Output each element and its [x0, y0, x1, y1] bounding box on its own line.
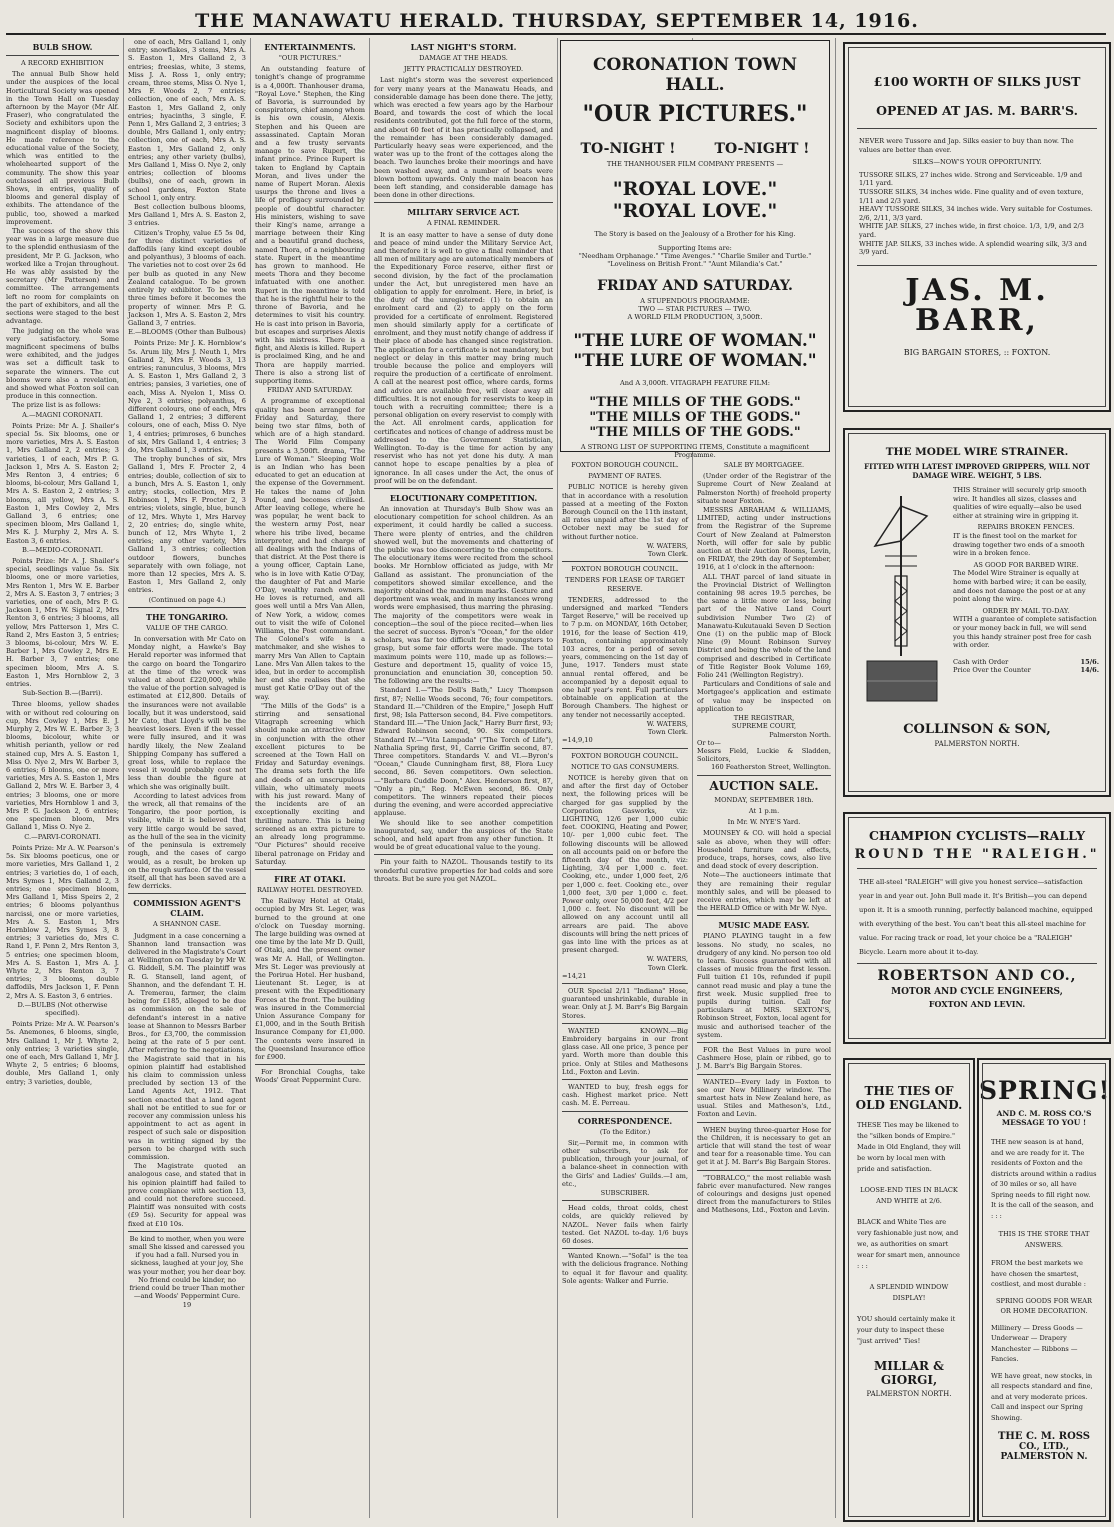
column-divider — [557, 38, 558, 1518]
article-paragraph: According to latest advices from the wreck, all that remains of the Tongariro, the poor portion, is visible, while it is believed that very little cargo would be saved, as the hull of the sea in the vicinity of the peninsula is extremely rough, and the cases of cargo would, as a result, be broken up on the rough surface. Of the vessel itself, all that has been saved are a few derricks. — [128, 791, 246, 891]
cinema-line: TWO — STAR PICTURES — TWO. — [638, 305, 752, 313]
cinema-line: A STRONG LIST OF SUPPORTING ITEMS, Constitute a magnificent Programme. — [580, 443, 810, 459]
notice-paragraph: TENDERS, addressed to the undersigned and marked "Tenders Target Reserve," will be received up to 7 p.m. on MONDAY, 16th October, 1916, for the lease of Section 419, Foxton, containing approximately 103 acres, for a period of seven years, commencing on the 1st day of June, 1917. Tenders must state annual rental offered, and be accompanied by a deposit equal to one half year's rent. Full particulars obtainable on application at the Borough Chambers. The highest or any tender not necessarily accepted. — [562, 595, 688, 719]
notice-heading: FOXTON BOROUGH COUNCIL. — [571, 565, 679, 574]
raleigh-title: ROUND THE "RALEIGH." — [854, 847, 1100, 862]
column-4 — [374, 38, 553, 1518]
film-title: "THE MILLS OF THE GODS." — [589, 395, 801, 410]
strainer-line: WITH a guarantee of complete satisfaction or your money back in full, we will send you this handy strainer post free for cash with order. — [953, 615, 1097, 650]
article-paragraph: Last night's storm was the severest experienced for very many years at the Manawatu Heads, and considerable damage has been done there. The jetty, which was erected a few years ago by the Harbour Board, and towards the cost of which the local residents contributed, got the full force of the storm, and about 60 feet of it has practically collapsed, and the remainder has been considerably damaged. Particularly heavy seas were experienced, and the water was up to the front of the cottages along the beach. Two launches broke their moorings and have been washed away, and a number of boats were blown bottom upwards. Only the main beacon has been left standing, and considerable damage has been done in other directions. — [374, 76, 553, 200]
section-heading: D.—BULBS (Not otherwise specified). — [17, 1000, 108, 1017]
strainer-line: IT is the finest tool on the market for drawing together two ends of a smooth wire in a broken fence. — [953, 531, 1085, 558]
silks-line: HEAVY TUSSORE SILKS, 34 inches wide. Very suitable for Costumes. 2/6, 2/11, 3/3 yard. — [859, 205, 1093, 222]
column-divider — [835, 38, 836, 1518]
reference-code: =14,21 — [562, 971, 587, 980]
article-paragraph: "The Mills of the Gods" is a stirring and sensational Vitagraph screening which should make an attractive draw in conjunction with the other excellent pictures to be screened at the Town Hall on Friday and Saturday evenings. The drama sets forth the life and deeds of an unscrupulous villain, who ultimately meets with his just reward. Many of the incidents are of an exceptionally exciting and thrilling nature. This is being screened as an extra picture to an already long programme. "Our Pictures" should receive liberal patronage on Friday and Saturday. — [255, 701, 365, 866]
small-ad: WHEN buying three-quarter Hose for the Children, it is necessary to get an article that will stand the test of wear and tear for a reasonable time. You can get it at J. M. Barr's Big Bargain Stores. — [697, 1125, 831, 1167]
film-title: "ROYAL LOVE." — [612, 178, 778, 200]
small-ad: OUR Special 2/11 "Indiana" Hose, guaranteed unshrinkable, durable in wear. Only at J. M. Barr's Big Bargain Stores. — [562, 986, 688, 1020]
reference-code: =14,9,10 — [562, 736, 593, 745]
headline-tongariro: THE TONGARIRO. — [146, 611, 228, 622]
article-paragraph: The judging on the whole was very satisfactory. Some magnificent specimens of bulbs were exhibited, and the judges was set a difficult task to separate the winners. The cut blooms were also a revelation, and showed what Foxton soil can produce in this connection. — [6, 326, 119, 401]
article-paragraph: Points Prize: Mr A. J. Shailer's special, seedlings value 5s. Six blooms, one or more varieties, Mrs Renton 1, Mrs W. E. Barber 2, Mrs A. S. Easton 3, 7 entries; 3 varieties, one of each, Mrs P. G. Jackson 1, Mrs W. Signal 2, Mrs Renton 3, 6 entries; 3 blooms, all yellow, Mrs Patterson 1, Mrs C. Rand 2, Mrs Easton 3, 5 entries; 3 blooms, bi-colour, Mrs W. E. Barber 1, Mrs Cowley 2, Mrs E. H. Barber 3, 7 entries; one specimen bloom, Mrs A. S. Easton 1, Mrs Hornblow 2, 3 entries. — [6, 556, 119, 689]
spring-ad — [977, 1058, 1111, 1522]
article-paragraph: The annual Bulb Show held under the auspices of the local Horticultural Society was opened in the Town Hall on Tuesday afternoon by the Mayor (Mr Alf. Fraser), who congratulated the Society and exhibitors upon the magnificent display of blooms. He made reference to the educational value of the Society, which was entitled to the wholehearted support of the community. The show this year outclassed all previous Bulb Shows, in entries, quality of blooms and general display of exhibits. The attendance of the public, too, showed a marked improvement. — [6, 70, 119, 226]
strainer-subtitle: FITTED WITH LATEST IMPROVED GRIPPERS, WILL NOT DAMAGE WIRE. WEIGHT, 5 LBS. — [864, 462, 1090, 480]
subhead: In Mr. W. NYE'S Yard. — [727, 818, 801, 827]
subhead: (To the Editor.) — [599, 1127, 651, 1136]
column-divider — [369, 38, 370, 1518]
article-paragraph: Points Prize: Mr A. W. Pearson's 5s. Anemones, 6 blooms, single, Mrs Galland 1, Mr J. Whyte 2, only entries; 3 varieties single, one of each, Mrs Galland 1, Mr J. Whyte 2, 5 entries; 6 blooms, double, Mrs Galland 1, only entry; 3 varieties, double, — [6, 1020, 119, 1086]
spring-line: THE new season is at hand, and we are ready for it. The residents of Foxton and the districts around within a radius of 30 miles or so, all have Spring needs to fill right now. It is the call of the season, and : : : — [991, 1138, 1097, 1220]
ties-line: BLACK and White Ties are very fashionable just now, and we, as authorities on smart wear for smart men, announce : : : — [857, 1218, 960, 1270]
notice-heading: SALE BY MORTGAGEE. — [723, 461, 805, 469]
article-paragraph: A programme of exceptional quality has been arranged for Friday and Saturday, there being two star films, both of which are of a high standard. The World Film Company presents a 3,500ft. drama, "The Lure of Woman." Sleeping Wolf is an Indian who has been educated to get an education at the expense of the Government. He takes the name of John Pound, and becomes civilised. After leaving college, where he was popular, he went back to the western army Post, near where his tribe lived, became interpreter, and had charge of all dealings with the Indians of that district. At the Post there is a young officer, Captain Lane, who is in love with Katie O'Day, the daughter of Pat and Marie O'Day, wealthy ranch owners. He loves is returned, and all goes well until a Mrs Van Allen, of New York, a widow, comes out to visit the wife of Colonel Williams, the Post commandant. The Colonel's wife is a matchmaker, and she wishes to marry Mrs Van Allen to Captain Lane. Mrs Van Allen takes to the idea, but in order to accomplish her end she realises that she must get Katie O'Day out of the way. — [255, 397, 365, 701]
subhead: At 1 p.m. — [748, 806, 780, 815]
cinema-line: A STUPENDOUS PROGRAMME: — [640, 297, 750, 305]
film-title: "THE MILLS OF THE GODS." — [589, 410, 801, 425]
spring-subtitle: AND C. M. ROSS CO.'S MESSAGE TO YOU ! — [996, 1109, 1092, 1127]
collinson-place: PALMERSTON NORTH. — [934, 740, 1020, 748]
ties-title: THE TIES OF — [864, 1084, 954, 1098]
subhead: DAMAGE AT THE HEADS. — [419, 54, 508, 62]
article-paragraph: The success of the show this year was in a large measure due to the splendid enthusiasm of the president, Mr P. G. Jackson, who worked like a Trojan throughout. He was ably assisted by the secretary (Mr Patterson) and committee. The arrangements left no room for complaints on the part of exhibitors, and all the sections were staged to the best advantage. — [6, 227, 119, 326]
headline-correspondence: CORRESPONDENCE. — [577, 1115, 673, 1126]
small-ad: FOR the Best Values in pure wool Cashmere Hose, plain or ribbed, go to J. M. Barr's Big Bargain Stores. — [697, 1046, 831, 1071]
spring-title: SPRING! — [979, 1076, 1111, 1105]
strainer-line: ORDER BY MAIL TO-DAY. — [982, 606, 1070, 615]
notice-heading: FOXTON BOROUGH COUNCIL. — [571, 461, 679, 469]
article-paragraph: The prize list is as follows: — [12, 401, 101, 410]
cinema-line: And A 3,000ft. VITAGRAPH FEATURE FILM: — [620, 379, 770, 387]
subhead: VALUE OF THE CARGO. — [146, 623, 228, 632]
collinson-name: COLLINSON & SON, — [903, 722, 1051, 737]
masthead: THE MANAWATU HERALD. THURSDAY, SEPTEMBER 14, 1916. — [195, 10, 919, 32]
article-paragraph: Judgment in a case concerning a Shannon land transaction was delivered in the Magistrate's Court at Wellington on Tuesday by Mr W. G. Riddell, S.M. The plaintiff was R. G. Stansell, land agent, of Shannon, and the defendant T. H. A. Tremerau, farmer, the claim being for £185, alleged to be due as commission on the sale of defendant's interest in a native lease at Shannon to Messrs Barber Bros., for £3,700, the commission being at the rate of 5 per cent. After referring to the negotiations, the Magistrate said that in his opinion plaintiff had established his claim to commission unless precluded by section 13 of the Land Agents Act, 1912. That section enacted that a land agent shall not be entitled to sue for or recover any commission unless his appointment to act as agent in respect of such sale or disposition was in writing signed by the person to be charged with such commission. — [128, 931, 246, 1161]
price-value: 15/6. — [1080, 657, 1099, 666]
spring-line: FROM the best markets we have chosen the smartest, costliest, and most durable : — [991, 1259, 1086, 1288]
raleigh-body: THE all-steel "RALEIGH" will give you honest service—satisfaction year in and year out. John Bull made it. It's British—you can depend upon it. It is a smooth running, perfectly balanced machine, equipped with everything of the best. You can't beat this all-steel machine for value. For racing track or road, let your choice be a "RALEIGH" Bicycle. Learn more about it to-day. — [859, 878, 1093, 956]
section-heading: E.—BLOOMS (Other than Bulbous) — [128, 328, 246, 337]
tonight-label: TO-NIGHT ! — [580, 141, 676, 157]
notice-paragraph: NOTICE is hereby given that on and after the first day of October next, the following prices will be charged for gas supplied by the Corporation Gasworks, viz: LIGHTING, 12/6 per 1,000 cubic feet. COOKING, Heating and Power, 10/- per 1,000 cubic feet. The following discounts will be allowed on all accounts paid on or before the fifteenth day of the month, viz: Lighting, 3/4 per 1,000 c. feet. Cooking, etc., under 1,000 feet, 2/6 per 1,000 c. feet. Cooking etc., over 1,000 feet, 3/0 per 1,000 c. feet. Power only, over 50,000 feet, 4/2 per 1,000 c. feet. No discount will be allowed on any account until all arrears are paid. The above discounts will bring the nett prices of gas into line with the prices as at present charged. — [562, 773, 688, 955]
strainer-line: AS GOOD FOR BARBED WIRE. — [973, 560, 1079, 569]
silks-title: OPENED AT JAS. M. BARR'S. — [876, 103, 1078, 118]
cinema-our-pictures: "OUR PICTURES." — [582, 101, 808, 127]
ties-title: OLD ENGLAND. — [855, 1098, 963, 1112]
silks-line: TUSSORE SILKS, 34 inches wide. Fine quality and of even texture, 1/11 and 2/3 yard. — [859, 187, 1084, 205]
small-ad: PIANO PLAYING taught in a few lessons. No study, no scales, no drudgery of any kind. No person too old to learn. Success guaranteed with all classes of music from the first lesson. Full tuition £1 10s, refunded if pupil cannot read music and play a tune the first week. Music supplied free to pupils during tuition. Call for particulars at MRS. SEXTON'S, Robinson Street, Foxton, local agent for music and authorised teacher of the system. — [697, 932, 831, 1039]
silks-ad — [843, 42, 1111, 412]
ross-name: THE C. M. ROSS — [997, 1431, 1091, 1442]
section-heading: C.—PARVI-CORONATI. — [24, 832, 101, 841]
ties-line: LOOSE-END TIES IN BLACK AND WHITE at 2/6. — [860, 1186, 958, 1205]
subhead: A FINAL REMINDER. — [426, 219, 501, 228]
tonight-label: TO-NIGHT ! — [714, 141, 810, 157]
article-paragraph: The trophy bunches of six, Mrs Galland 1, Mrs F. Procter 2, 4 entries; double, collection of six to a bunch, Mrs A. S. Easton 1, only entry; stocks, collection, Mrs P. Robinson 1, Mrs F. Procter 2, 3 entries; violets, single, blue, bunch of 12, Mrs. Whyte 1, Mrs Harvey 2, 20 entries; do, single white, bunch of 12, Mrs Whyte 1, 2 entries; any other variety, Mrs Galland 1, 3 entries; collection outdoor flowers, bunches separately with own foliage, not more than 12 species, Mrs A. S. Easton 1, Mrs Galland 2, only entries. — [128, 455, 246, 595]
silks-line: WHITE JAP. SILKS, 27 inches wide, in first choice. 1/3, 1/9, and 2/3 yard. — [859, 222, 1084, 239]
ad-number: 19 — [182, 1301, 192, 1310]
signature: SUBSCRIBER. — [600, 1189, 650, 1198]
auction-heading: AUCTION SALE. — [709, 778, 819, 793]
column-divider — [123, 38, 124, 1518]
millar-name: GIORGI, — [880, 1373, 938, 1387]
raleigh-title: CHAMPION CYCLISTS—RALLY — [868, 828, 1086, 843]
ross-place: PALMERSTON N. — [1000, 1452, 1088, 1462]
notice-subheading: PAYMENT OF RATES. — [588, 472, 662, 481]
article-paragraph: Standard I.—"The Doll's Bath," Lucy Thompson first, 87; Nellie Woods second, 76; four competitors. Standard II.—"Children of the Empire," Joseph Huff first, 98; Isla Patterson second, 84. Five competitors. Standard III.—"The Union Jack," Harry Burr first, 93; Edward Robinson second, 90. Six competitors. Standard IV.—"Vita Lampada" ("The Torch of Life"), Nathalia Spring first, 91, Carrie Griffin second, 87. Three competitors. Standards V. and VI.—Byron's "Ocean," Claude Cunningham first, 88, Flora Lucy second, 86. Seven competitors. Own selection.—"Barbara Cuddle Doon," Alex. Henderson first, 87, "Only a pin," Reg. McEwen second, 86. Only competitors. The winners repeated their pieces during the evening, and were accorded appreciative applause. — [374, 686, 553, 818]
article-paragraph: The Magistrate quoted an analogous case, and stated that in his opinion plaintiff had failed to prove compliance with section 13, and could not therefore succeed. Plaintiff was nonsuited with costs (£9 5s). Security for appeal was fixed at £10 10s. — [128, 1162, 246, 1228]
section-heading: Sub-Section B.—(Barri). — [22, 689, 103, 698]
article-paragraph: The Railway Hotel at Otaki, occupied by Mrs St. Leger, was burned to the ground at one o'clock on Tuesday morning. The large building was owned at one time by the late Mr D. Quill, of Otaki, and the present owner was Mr A. Hall, of Wellington. Mrs St. Leger was previously at the Porirua Hotel. Her husband, Lieutenant St. Leger, is at present with the Expeditionary Forces at the front. The building was insured in the Commercial Union Assurance Company for £1,000, and in the South British Insurance Company for £1,000. The contents were insured in the Queensland Insurance office for £900. — [255, 897, 365, 1061]
notice-heading: FOXTON BOROUGH COUNCIL. — [571, 751, 679, 760]
spring-line: Millinery — Dress Goods — Underwear — Drapery Manchester — Ribbons — Fancies. — [991, 1323, 1083, 1363]
poem-ad: Be kind to mother, when you were small She kissed and caressed you if you had a fall. Nursed you in sickness, laughed at your joy, She was your mother, you her dear boy. No friend could be kinder, no friend could be truer Than mother—and Woods' Peppermint Cure. — [128, 1234, 246, 1301]
signature: THE REGISTRAR, — [733, 714, 795, 723]
silks-line: NEVER were Tussore and Jap. Silks easier to buy than now. The values are better than ever. — [859, 137, 1074, 154]
raleigh-ad — [843, 812, 1111, 1044]
wire-strainer-ad — [843, 428, 1111, 797]
small-ad: WANTED KNOWN.—Big Embroidery bargains in our front glass case. All one price, 3 pence per yard. Worth more than double this price. Only at Stiles and Mathesons Ltd., Foxton and Levin. — [562, 1026, 688, 1076]
cinema-line: Supporting Items are: — [658, 244, 732, 252]
subhead: A SHANNON CASE. — [153, 920, 221, 929]
headline-entertainments: ENTERTAINMENTS. — [264, 42, 356, 52]
barr-stores: BIG BARGAIN STORES, :: FOXTON. — [903, 347, 1051, 357]
subhead: MONDAY, SEPTEMBER 18th. — [714, 795, 814, 804]
article-paragraph: We should like to see another competition inaugurated, say, under the auspices of the State school, and held apart from any other function. It would be of great educational value to the young. — [374, 818, 553, 852]
article-paragraph: In conversation with Mr Cato on Monday night, a Hawke's Bay Herald reporter was informed that the cargo on board the Tongariro at the time of the wreck was valued at about £220,000, while the value of the portion salvaged is estimated at £12,800. Details of the insurances were not available locally, but it was understood, said Mr Cato, that Lloyd's will be the heaviest losers. Even if the vessel were fully insured, and it was hardly likely, the New Zealand Shipping Company has suffered a great loss, while to replace the vessel it would probably cost not less than double the figure at which she was originally built. — [128, 635, 246, 791]
notice-paragraph: PUBLIC NOTICE is hereby given that in accordance with a resolution passed at a meeting of the Foxton Borough Council on the 11th instant, all rates unpaid after the 1st day of October next may be sued for without further notice. — [562, 483, 688, 541]
barr-logo-name: JAS. M. BARR, — [905, 272, 1049, 338]
small-ad: For Bronchial Coughs, take Woods' Great Peppermint Cure. — [255, 1068, 365, 1085]
article-paragraph: It is an easy matter to have a sense of duty done and peace of mind under the Military Service Act, and therefore it is well to give a final reminder that all men of military age are automatically members of the Expeditionary Force reserve, either first or second division, by the fact of the proclamation under the Act, but unregistered men have an obligation to apply for enrolment. Here, in brief, is the duty of the unregistered: (1) to obtain an enrolment card and (2) to apply on the form provided for a certificate of enrolment. Registered men should similarly apply for a certificate of enrolment, and they must notify change of address if their place of abode has changed since registration. The application for a certificate is not mandatory, but neglect or delay in this matter may bring much trouble because the police and employers will require the production of a certificate of enrolment. A call at the nearest post office, where cards, forms and advice are available free, will clear away all difficulties. It is not enough for reservists to keep in touch with a recruiting committee; there is a personal obligation on every reservist to comply with the Act. All enrolment cards, application for certificates and notices of change of address must be addressed to the Government Statistician, Wellington. To-day is the time for action by any reservist who has not yet done his duty. A man cannot hope to escape penalties by a plea of ignorance. In all cases under the Act, the onus of proof will be on the defendant. — [374, 230, 553, 485]
headline-military: MILITARY SERVICE ACT. — [407, 207, 520, 218]
ties-line: THESE Ties may be likened to the "silken bonds of Empire." Made in Old England, they will be worn by local men with pride and satisfaction. — [857, 1121, 961, 1173]
cinema-hall: CORONATION TOWN HALL. — [592, 55, 798, 95]
article-paragraph: Points Prize: Mr A. W. Pearson's 5s. Six blooms poeticus, one or more varieties, Mrs Galland 1, 2 entries; 3 varieties do, 1 of each, Mrs Symes 1, Mrs Galland 2, 3 entries; one specimen bloom, Mrs Galland 1, Miss Speirs 2, 2 entries; 6 blooms polyanthus narcissi, one or more varieties, Mrs A. S. Easton 1, Mrs Hornblow 2, Mrs Symes 3, 8 entries; 3 varieties do, Mrs C. Rand 1, F. Penn 2, Mrs Renton 3, 5 entries; one specimen bloom, Mrs A. S. Easton 1, Mrs A. J. Whyte 2, Mrs Renton 3, 7 entries; 3 blooms, double daffodils, Mrs Jackson 1, F. Penn 2, Mrs A. S. Easton 3, 6 entries. — [6, 843, 119, 1000]
notice-paragraph: MOUNSEY & CO. will hold a special sale as above, when they will offer: Household furniture and effects, produce, traps, horses, cows, also live and dead stock of every description. — [697, 829, 831, 871]
notice-subheading: TENDERS FOR LEASE OF TARGET RESERVE. — [565, 576, 685, 593]
column-2 — [128, 38, 246, 1518]
column-3 — [255, 38, 365, 1518]
letter-paragraph: Sir,—Permit me, in common with other subscribers, to ask for publication, through your journal, of a balance-sheet in connection with the Girls' and Ladies' Guilds.—I am, etc., — [562, 1138, 688, 1188]
small-ad: WANTED to buy, fresh eggs for cash. Highest market price. Nett cash. M. E. Perreau. — [562, 1083, 688, 1108]
notice-subheading: NOTICE TO GAS CONSUMERS. — [571, 762, 679, 771]
notice-paragraph: MESSRS ABRAHAM & WILLIAMS, LIMITED, acting under instructions from the Registrar of the Supreme Court of New Zealand at Palmerston North, will offer for sale by public auction at their Auction Rooms, Levin, on FRIDAY, the 29th day of September, 1916, at 1 o'clock in the afternoon: — [697, 506, 831, 572]
millar-name: MILLAR & — [873, 1359, 945, 1373]
notice-paragraph: Particulars and Conditions of sale and Mortgagee's application and estimate of value may be inspected on application to — [697, 680, 831, 713]
notice-paragraph: (Under order of the Registrar of the Supreme Court of New Zealand at Palmerston North) of freehold property situate near Foxton. — [697, 472, 831, 505]
headline-fire-otaki: FIRE AT OTAKI. — [274, 873, 346, 884]
article-paragraph: Citizen's Trophy, value £5 5s 0d, for three distinct varieties of daffodils (any kind except double and polyanthus), 3 blooms of each. The varieties not to cost over 2s 6d per bulb as quoted in any New Zealand catalogue. To be grown entirely by exhibitor. To be won three times before it becomes the property of winner. Mrs P. G. Jackson 1, Mrs A. S. Easton 2, Mrs Galland 3, 7 entries. — [128, 228, 247, 327]
cinema-line: A WORLD FILM PRODUCTION, 3,500ft. — [627, 313, 763, 321]
small-ad: Wanted Known.—"Sofal" is the tea with the delicious fragrance. Nothing to equal it for flavour and quality. Sole agents: Walker and Furrie. — [562, 1252, 688, 1285]
signature: Town Clerk. — [647, 728, 688, 737]
signature: W. WATERS, — [646, 719, 688, 728]
signature: Town Clerk. — [647, 550, 688, 559]
small-ad: WANTED—Every lady in Foxton to see our New Millinery window. The smartest hats in New Zealand here, as usual. Stiles and Matheson's, Ltd., Foxton and Levin. — [697, 1077, 831, 1119]
headline-music: MUSIC MADE EASY. — [718, 920, 810, 931]
article-paragraph: An outstanding feature of tonight's change of programme is a 4,000ft. Thanhouser drama, "Royal Love." Stephen, the King of Bavoria, is surrounded by conspirators, chief among whom is his own cousin, Alexis. Stephen and his Queen are assassinated. Captain Moran and a few trusty servants manage to save Rupert, the infant prince. Prince Rupert is taken to England by Captain Moran, and lives under the name of Rupert Moran. Alexis usurps the throne and lives a life of profligacy surrounded by people of doubtful character. His ministers, wishing to save their King's name, arrange a marriage between their King and a beautiful grand duchess, named Thora, of a neighbouring state. Rupert in the meantime has grown to manhood. He meets Thora and they become infatuated with one another. Rupert in the meantime is told that he is the rightful heir to the throne of Bavoria, and he determines to visit his country. He is cast into prison in Bavoria, but escapes and surprises Alexis with his mistress. There is a fight, and Alexis is killed. Rupert is proclaimed King, and he and Thora are happily married. There is also a strong list of supporting items. — [255, 65, 365, 385]
headline-commission-claim: COMMISSION AGENT'S CLAIM. — [133, 898, 241, 919]
headline-storm: LAST NIGHT'S STORM. — [410, 42, 517, 52]
spring-line: THIS IS THE STORE THAT ANSWERS. — [998, 1230, 1090, 1249]
signature: Messrs Field, Luckie & Sladden, Solicitors, — [697, 746, 831, 764]
article-paragraph: Best collection bulbous blooms, Mrs Galland 1, Mrs A. S. Easton 2, 3 entries. — [128, 203, 246, 228]
spring-line: WE have great, new stocks, in all respects standard and fine, and at very moderate prices. Call and inspect our Spring Showing. — [991, 1371, 1093, 1422]
strainer-line: THIS Strainer will securely grip smooth wire. It handles all sizes, classes and qualities of wire equally—also be used either at straining wire in gripping it. — [953, 486, 1087, 520]
subhead: "OUR PICTURES." — [278, 54, 342, 62]
film-title: "THE MILLS OF THE GODS." — [589, 425, 801, 440]
headline-bulb-show: BULB SHOW. — [32, 42, 93, 52]
cinema-ad — [560, 40, 830, 459]
film-title: "ROYAL LOVE." — [612, 200, 778, 222]
robertson-name: ROBERTSON AND CO., — [877, 968, 1077, 984]
signature: Town Clerk. — [647, 963, 688, 972]
silks-line: WHITE JAP. SILKS, 33 inches wide. A splendid wearing silk, 3/3 and 3/9 yard. — [859, 239, 1087, 257]
article-paragraph: An innovation at Thursday's Bulb Show was an elocutionary competition for school children. As an experiment, it could hardly be called a success. There were plenty of entries, and the children showed well, but the movements and chattering of the public was too disconcerting to the competitors. The elocutionary items were recited from the school books. Mr Hornblow officiated as judge, with Mr Galland as assistant. The pronunciation of the competitors showed similar excellence, and the majority obtained the maximum marks. Gesture and deportment was weak, and in many instances wrong words were emphasised, thus marring the phrasing. The majority of the competitors were weak in conception—the soul of the piece recited—when lies the secret of success. Byron's "Ocean," for the older scholars, was far too difficult for the youngsters to grasp, but some fair efforts were made. The total maximum points were 110, made up as follows:—Gesture and deportment 15, quality of voice 15, pronunciation and enunciation 30, conception 50. The following are the results:— — [374, 504, 553, 686]
small-ad: Head colds, throat colds, chest colds, are quickly relieved by NAZOL. Never fails when fairly tested. Get NAZOL to-day. 1/6 buys 60 doses. — [562, 1204, 688, 1246]
ross-name: CO., LTD., — [1019, 1442, 1069, 1452]
section-heading: B.—MEDIO-CORONATI. — [22, 545, 103, 554]
price-value: 14/6. — [1080, 666, 1099, 675]
notice-paragraph: ALL THAT parcel of land situate in the Provincial District of Wellington containing 98 acres 19.5 perches, be the same a little more or less, being part of the Native Land Court subdivision Number Two (2) of Manawatu-Kukutauaki Seven D Section One (1) on the public map of Block Nine (9) Mount Robinson Survey District and being the whole of the land comprised and described in Certificate of Title Register Book Volume 169, Folio 241 (Wellington Registry). — [697, 572, 831, 680]
strainer-line: REPAIRS BROKEN FENCES. — [977, 523, 1075, 532]
notice-paragraph: Note—The auctioneers intimate that they are remaining their regular monthly sales, and will be pleased to receive entries, which may be left at the HERALD Office or with Mr W. Nye. — [697, 871, 831, 913]
signature: Or to— — [697, 738, 721, 747]
column-divider — [250, 38, 251, 1518]
strainer-line: The Model Wire Strainer is equally at home with barbed wire; it can be easily, and does not damage the post or at any point along the wire. — [953, 569, 1087, 604]
cinema-line: The Story is based on the Jealousy of a Brother for his King. — [594, 230, 796, 238]
millar-place: PALMERSTON NORTH. — [866, 1390, 952, 1398]
cinema-line: "Needham Orphanage." "Time Avenges." "Charlie Smiler and Turtle." "Loveliness on British Front." "Aunt Milandia's Cat." — [578, 252, 812, 268]
article-paragraph: Points Prize: Mr A. J. Shailer's special 5s. Six blooms, one or more varieties, Mrs A. S. Easton 1, Mrs Galland 2, 2 entries; 3 varieties, 1 of each, Mrs P. G. Jackson 1, Mrs A. S. Easton 2; Mrs Renton 3, 4 entries; 6 blooms, bi-colour, Mrs Galland 1, Mrs A. S. Easton 2, 2 entries; 3 blooms, all yellow, Mrs A. S. Easton 1, Mrs Cowley 2, Mrs Galland 3, 6 entries; one specimen bloom, Mrs Galland 1, Mrs K. J. Murphy 2, Mrs A. S. Easton 3, 6 entries. — [6, 421, 119, 545]
film-title: "THE LURE OF WOMAN." — [573, 351, 817, 371]
article-paragraph: one of each, Mrs Galland 1, only entry; snowflakes, 3 stems, Mrs A. S. Easton 1, Mrs Galland 2, 3 entries; freesias, white, 3 stems, Miss J. A. Ross 1, only entry; cream, three stems, Miss O. Nye 1, Mrs F. Woods 2, 7 entries; collection, one of each, Mrs A. S. Easton 1, Mrs Galland 2, only entries; hyacinths, 3 single, F. Penn 1, Mrs Galland 2, 3 entries; 3 double, Mrs Galland 1, only entry; collection, one of each, Mrs A. S. Easton 1, Mrs Galland 2, only entries; any other variety (bulbs), Mrs Galland 1, Miss O. Nye 2, only entries; collection of blooms (bulbs), one of each, grown in school gardens, Foxton State School 1, only entry. — [128, 38, 246, 202]
price-label: Cash with Order — [953, 657, 1009, 666]
column-6 — [697, 460, 831, 1520]
masthead-rule — [6, 33, 1106, 35]
signature: SUPREME COURT, — [731, 722, 797, 731]
cinema-days: FRIDAY AND SATURDAY. — [597, 278, 793, 294]
subhead: FRIDAY AND SATURDAY. — [267, 386, 353, 395]
film-title: "THE LURE OF WOMAN." — [573, 331, 817, 351]
ties-line: A SPLENDID WINDOW DISPLAY! — [869, 1283, 949, 1302]
signature: 160 Featherston Street, Wellington. — [711, 763, 831, 772]
silks-title: £100 WORTH OF SILKS JUST — [873, 74, 1081, 89]
section-heading: A.—MAGNI CORONATI. — [22, 410, 103, 419]
spring-line: SPRING GOODS FOR WEAR OR HOME DECORATION. — [996, 1296, 1092, 1315]
signature: W. WATERS, — [646, 955, 688, 964]
silks-line: TUSSORE SILKS, 27 inches wide. Strong and Serviceable. 1/9 and 1/11 yard. — [859, 170, 1083, 188]
column-5 — [562, 460, 688, 1520]
ties-line: YOU should certainly make it your duty to inspect these "just arrived" Ties! — [857, 1315, 956, 1345]
robertson-trade: MOTOR AND CYCLE ENGINEERS, — [891, 987, 1063, 997]
ties-ad — [843, 1058, 975, 1522]
column-1 — [6, 38, 119, 1518]
article-paragraph: Three blooms, yellow shades with or without red colouring on cup, Mrs Cowley 1, Mrs E. J. Murphy 2, Mrs W. E. Barber 3; 3 blooms, bicolour, white or whitish perianth, yellow or red stained cup, Mrs A. S. Easton 1, Miss O. Nye 2, Mrs W. Barber 3, 6 entries; 6 blooms, one or more varieties, Mrs A. S. Easton 1, Mrs Galland 2, Mrs W. E. Barber 3, 4 entries; 3 blooms, one or more varieties, Mrs Hornblow 1 and 3, Mrs P. G. Jackson 2, 6 entries; one specimen bloom, Mrs Galland 1, Miss O. Nye 2. — [6, 700, 119, 832]
robertson-place: FOXTON AND LEVIN. — [928, 999, 1026, 1009]
price-label: Price Over the Counter — [953, 666, 1031, 675]
headline-elocution: ELOCUTIONARY COMPETITION. — [389, 492, 538, 503]
strainer-title: THE MODEL WIRE STRAINER. — [885, 446, 1069, 458]
signature: W. WATERS, — [646, 541, 688, 550]
continued-note: (Continued on page 4.) — [148, 595, 226, 604]
small-ad: "TOBRALCO," the most reliable wash fabric ever manufactured. New ranges of colourings and designs just opened direct from the manufacturers to Stiles and Mathesons, Ltd., Foxton and Levin. — [697, 1173, 831, 1215]
subhead: RAILWAY HOTEL DESTROYED. — [256, 885, 364, 894]
subhead: A RECORD EXHIBITION — [21, 59, 104, 67]
cinema-line: THE THANHOUSER FILM COMPANY PRESENTS — — [606, 160, 784, 168]
subhead: JETTY PRACTICALLY DESTROYED. — [403, 65, 524, 74]
silks-line: SILKS—NOW'S YOUR OPPORTUNITY. — [912, 158, 1042, 167]
article-paragraph: Points Prize: Mr J. K. Hornblow's 5s. Arum lily, Mrs J. Neuth 1, Mrs Galland 2, Mrs F. Woods 3, 13 entries; ranunculus, 3 blooms, Mrs A. S. Easton 1, Mrs Galland 2, 3 entries; pansies, 3 varieties, one of each, Miss A. Nyelon 1, Miss O. Nye 2, 3 entries; polyanthus, 6 different colours, one of each, Mrs Galland 1, 2 entries; 3 different colours, one of each, Miss O. Nye 1, 4 entries; primroses, 6 bunches of six, Mrs Galland 1, 4 entries; 3 do, Mrs Galland 1, 3 entries. — [128, 339, 246, 454]
signature: Palmerston North. — [769, 730, 831, 739]
small-ad: Pin your faith to NAZOL. Thousands testify to its wonderful curative properties for bad colds and sore throats. But be sure you get NAZOL. — [374, 858, 553, 883]
